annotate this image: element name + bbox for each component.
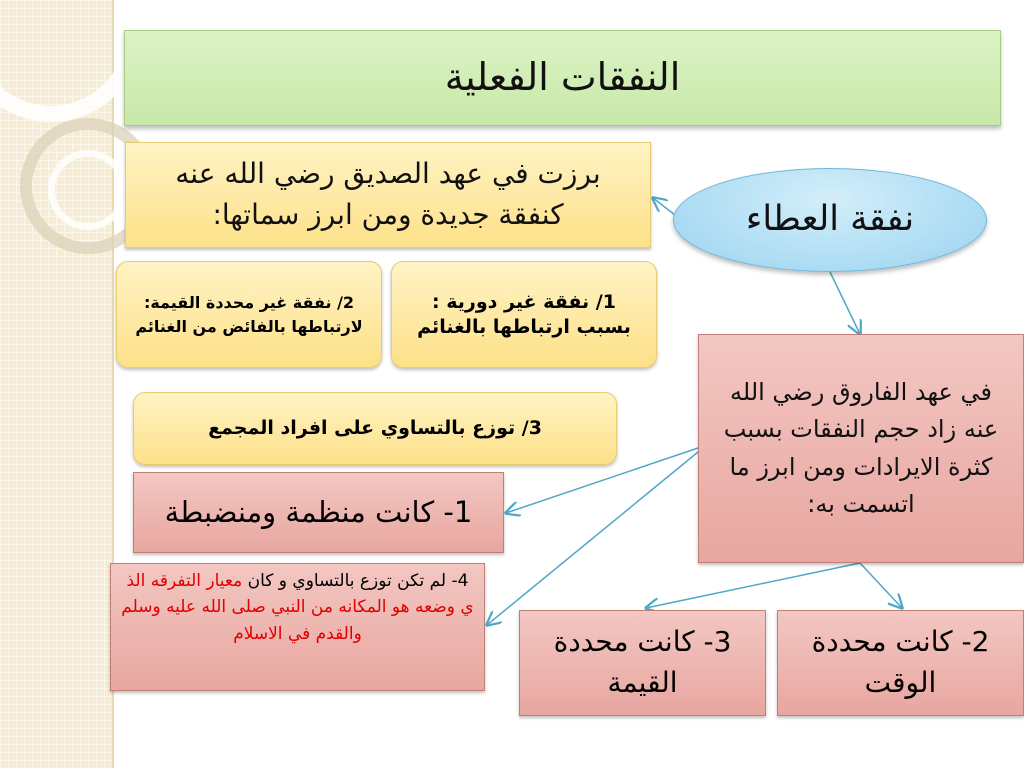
trait-1-box: 1- كانت منظمة ومنضبطة xyxy=(133,472,504,553)
trait-4-box xyxy=(110,563,485,691)
main-node-ellipse: نفقة العطاء xyxy=(673,168,987,272)
connector-farooq-to-trait4 xyxy=(487,452,698,625)
feature-3-box: 3/ توزع بالتساوي على افراد المجمع xyxy=(133,392,617,465)
connector-farooq-to-trait3 xyxy=(646,563,860,608)
trait-3-box: 3- كانت محددة القيمة xyxy=(519,610,766,716)
connector-ellipse-to-sideeq xyxy=(653,198,675,215)
connector-farooq-to-trait2 xyxy=(860,563,902,608)
page-title: النفقات الفعلية xyxy=(124,30,1001,126)
feature-1-box: 1/ نفقة غير دورية : بسبب ارتباطها بالغنائم xyxy=(391,261,657,368)
trait-2-box: 2- كانت محددة الوقت xyxy=(777,610,1024,716)
trait-4-intro-text: 4- لم تكن توزع بالتساوي و كان xyxy=(247,571,469,591)
sideeq-era-box: برزت في عهد الصديق رضي الله عنه كنفقة جديدة ومن ابرز سماتها: xyxy=(125,142,651,248)
trait-4-highlight-text: معيار التفرقه الذ ي وضعه هو المكانه من النبي صلى الله عليه وسلم والقدم في الاسلام xyxy=(121,571,474,644)
connector-ellipse-to-farooq xyxy=(830,272,860,334)
feature-2-box: 2/ نفقة غير محددة القيمة: لارتباطها بالفائض من الغنائم xyxy=(116,261,382,368)
farooq-era-box: في عهد الفاروق رضي الله عنه زاد حجم النفقات بسبب كثرة الايرادات ومن ابرز ما اتسمت به: xyxy=(698,334,1024,563)
